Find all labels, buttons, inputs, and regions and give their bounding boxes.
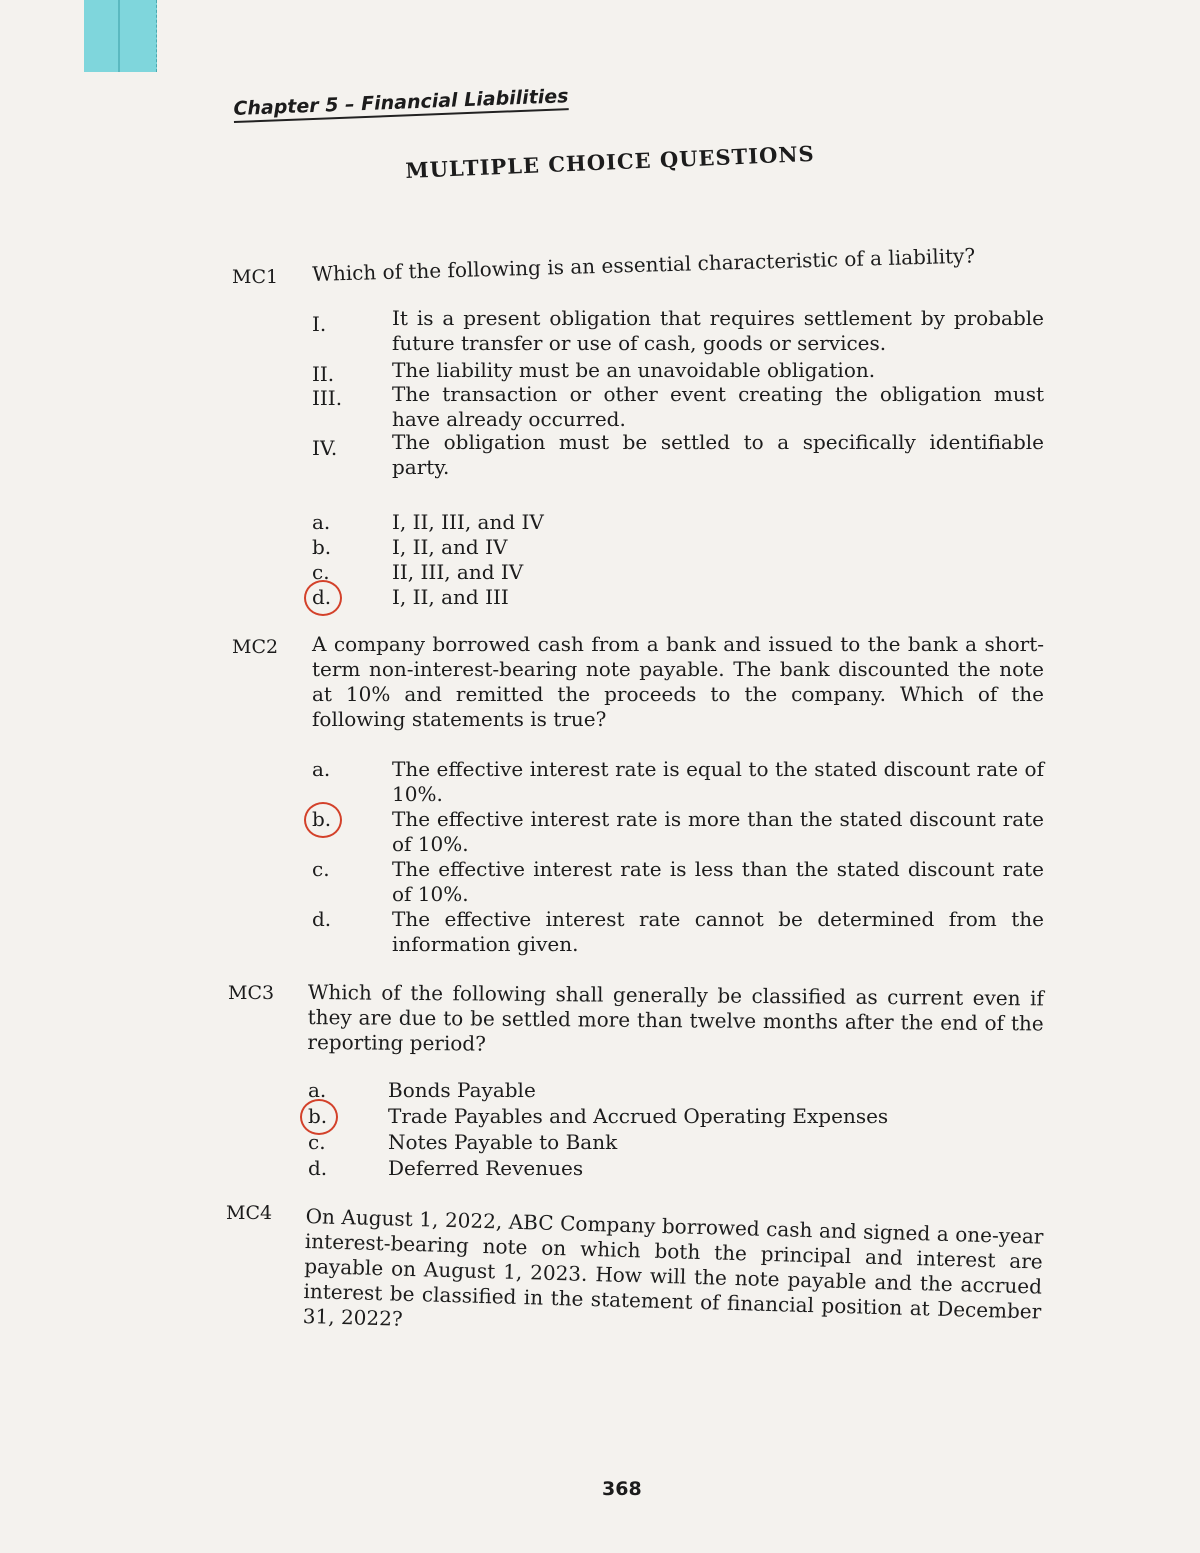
option-text: Bonds Payable	[388, 1078, 536, 1102]
option-letter: d.	[312, 585, 332, 609]
question-stem: A company borrowed cash from a bank and issued to the bank a short-term non-interest-bearing note payable. The bank discounted the note at 10% and remitted the proceeds to the company. Which of the following statements is true?	[312, 632, 1044, 731]
statement-numeral: I.	[312, 312, 327, 336]
option-letter: d.	[308, 1156, 328, 1180]
statement-text: It is a present obligation that requires settlement by probable future transfer or use of cash, goods or services.	[392, 306, 1044, 355]
option-letter: b.	[308, 1104, 328, 1128]
option-text: The effective interest rate is equal to the stated discount rate of 10%.	[392, 757, 1044, 806]
option-letter: c.	[308, 1130, 326, 1154]
question-stem: On August 1, 2022, ABC Company borrowed cash and signed a one-year interest-bearing note on which both the principal and interest are payable on August 1, 2023. How will the note payable and the accrued interest be classified in the statement of financial position at December 31, 2022?	[302, 1204, 1044, 1331]
option-text: Notes Payable to Bank	[388, 1130, 618, 1154]
option-letter: a.	[308, 1078, 327, 1102]
statement-text: The transaction or other event creating the obligation must have already occurred.	[392, 382, 1044, 431]
option-letter: c.	[312, 857, 330, 881]
answer-circle-mark	[304, 802, 342, 838]
statement-numeral: II.	[312, 362, 335, 386]
option-text: II, III, and IV	[392, 560, 524, 584]
answer-circle-mark	[304, 580, 342, 616]
option-letter: a.	[312, 757, 331, 781]
option-text: The effective interest rate is more than the stated discount rate of 10%.	[392, 807, 1044, 856]
question-number: MC1	[232, 266, 279, 288]
option-letter: b.	[312, 535, 332, 559]
statement-numeral: III.	[312, 386, 343, 410]
option-text: I, II, and III	[392, 585, 509, 609]
option-text: I, II, and IV	[392, 535, 508, 559]
option-text: I, II, III, and IV	[392, 510, 544, 534]
option-letter: a.	[312, 510, 331, 534]
section-heading: MULTIPLE CHOICE QUESTIONS	[404, 140, 816, 183]
option-letter: b.	[312, 807, 332, 831]
statement-numeral: IV.	[312, 436, 338, 460]
chapter-title: Chapter 5 – Financial Liabilities	[233, 85, 569, 123]
question-stem: Which of the following shall generally be classified as current even if they are due to be settled more than twelve months after the end of the reporting period?	[307, 980, 1044, 1056]
question-number: MC3	[228, 982, 275, 1004]
option-letter: c.	[312, 560, 330, 584]
question-number: MC2	[232, 636, 279, 658]
option-text: The effective interest rate cannot be determined from the information given.	[392, 907, 1044, 956]
option-text: Deferred Revenues	[388, 1156, 584, 1180]
statement-text: The obligation must be settled to a specifically identifiable party.	[392, 430, 1044, 479]
question-number: MC4	[226, 1202, 273, 1224]
option-text: The effective interest rate is less than the stated discount rate of 10%.	[392, 857, 1044, 906]
page-number: 368	[602, 1478, 642, 1500]
option-letter: d.	[312, 907, 332, 931]
option-text: Trade Payables and Accrued Operating Expenses	[388, 1104, 889, 1128]
question-stem: Which of the following is an essential characteristic of a liability?	[312, 243, 976, 286]
statement-text: The liability must be an unavoidable obligation.	[392, 358, 876, 382]
